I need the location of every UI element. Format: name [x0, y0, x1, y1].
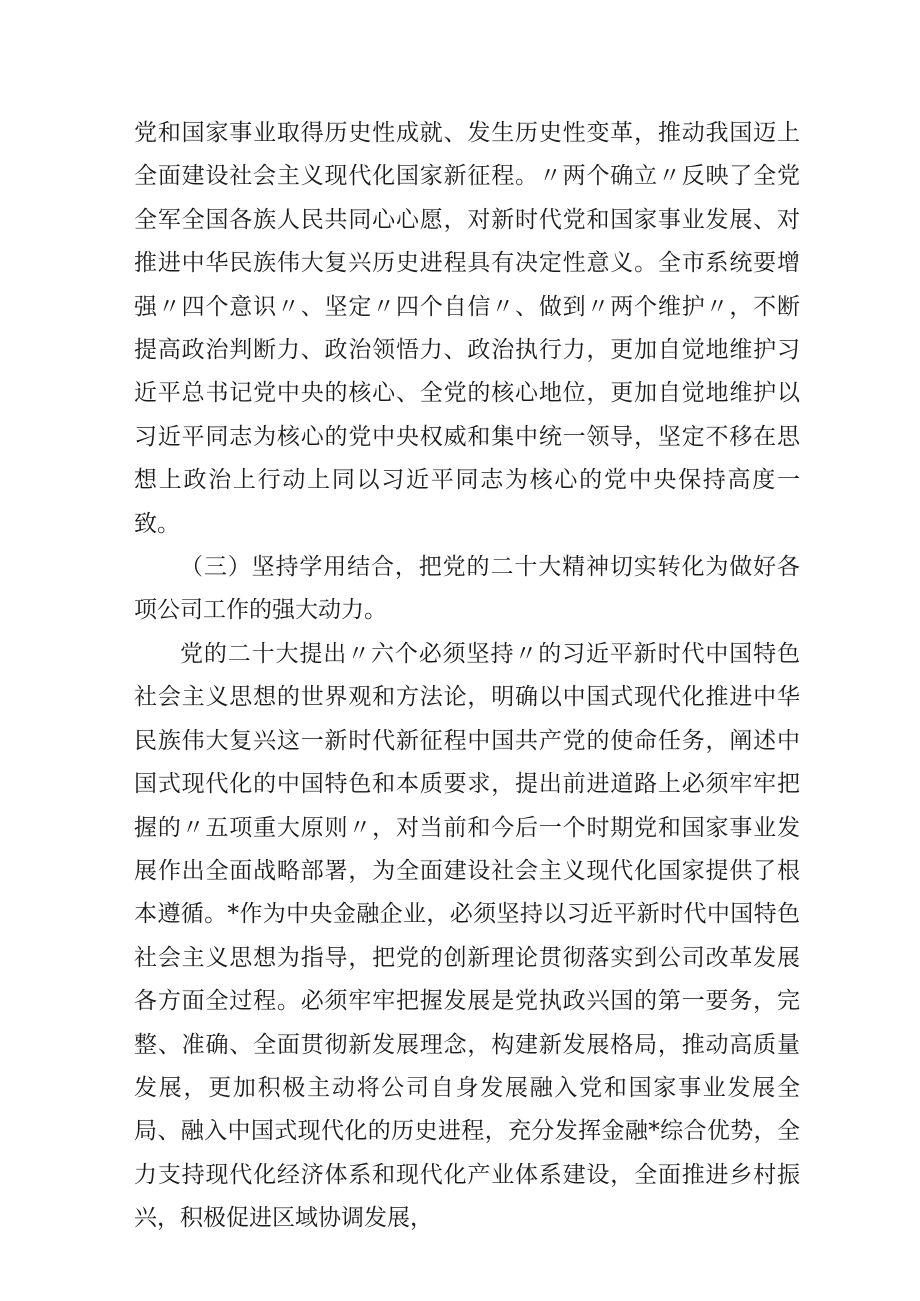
paragraph-continuation: 党和国家事业取得历史性成就、发生历史性变革，推动我国迈上全面建设社会主义现代化国家新征程。〃两个确立〃反映了全党全军全国各族人民共同心心愿，对新时代党和国家事业发展、对推进中华民族伟大复兴历史进程具有决定性意义。全市系统要增强〃四个意识〃、坚定〃四个自信〃、做到〃两个维护〃，不断提高政治判断力、政治领悟力、政治执行力，更加自觉地维护习近平总书记党中央的核心、全党的核心地位，更加自觉地维护以习近平同志为核心的党中央权威和集中统一领导，坚定不移在思想上政治上行动上同以习近平同志为核心的党中央保持高度一致。	[134, 120, 800, 537]
section-heading-three: （三）坚持学用结合，把党的二十大精神切实转化为做好各项公司工作的强大动力。	[134, 554, 800, 624]
body-text	[134, 112, 800, 1241]
paragraph-body: 党的二十大提出〃六个必须坚持〃的习近平新时代中国特色社会主义思想的世界观和方法论，明确以中国式现代化推进中华民族伟大复兴这一新时代新征程中国共产党的使命任务，阐述中国式现代化的中国特色和本质要求，提出前进道路上必须牢牢把握的〃五项重大原则〃，对当前和今后一个时期党和国家事业发展作出全面战略部署，为全面建设社会主义现代化国家提供了根本遵循。*作为中央金融企业，必须坚持以习近平新时代中国特色社会主义思想为指导，把党的创新理论贯彻落实到公司改革发展各方面全过程。必须牢牢把握发展是党执政兴国的第一要务，完整、准确、全面贯彻新发展理念，构建新发展格局，推动高质量发展，更加积极主动将公司自身发展融入党和国家事业发展全局、融入中国式现代化的历史进程，充分发挥金融*综合优势，全力支持现代化经济体系和现代化产业体系建设，全面推进乡村振兴，积极促进区域协调发展，	[134, 640, 800, 1232]
